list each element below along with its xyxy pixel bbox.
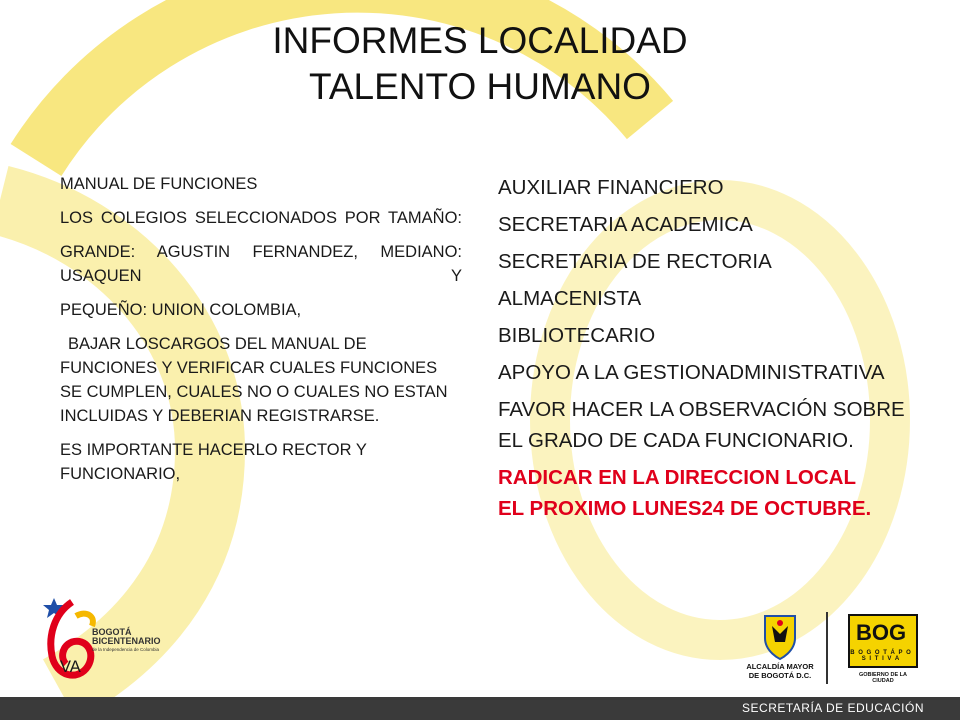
left-text-column — [60, 172, 462, 496]
right-text-column — [498, 172, 918, 530]
title-line2: TALENTO HUMANO — [309, 66, 651, 107]
right-paragraph: SECRETARIA DE RECTORIA — [498, 250, 772, 273]
alcaldia-text — [735, 662, 825, 680]
alcaldia-line2: DE BOGOTÁ D.C. — [748, 671, 812, 680]
bicentenario-title — [92, 628, 161, 646]
highlight-line1: RADICAR EN LA DIRECCION LOCAL — [498, 466, 856, 489]
bicentenario-subtitle: de la Independencia de Colombia — [92, 647, 160, 652]
va-label: VA — [60, 658, 81, 676]
highlight-note — [498, 462, 918, 524]
right-paragraph: APOYO A LA GESTIONADMINISTRATIVA — [498, 361, 885, 384]
right-paragraph: SECRETARIA ACADEMICA — [498, 213, 753, 236]
left-paragraph: BAJAR LOSCARGOS DEL MANUAL DE FUNCIONES Y VERIFICAR CUALES FUNCIONES SE CUMPLEN, CUALES NO O CUALES NO ESTAN INCLUIDAS Y DEBERIAN REGISTRARSE. — [60, 335, 448, 425]
left-paragraph: GRANDE: AGUSTIN FERNANDEZ, MEDIANO: USAQUEN Y — [60, 243, 462, 285]
bicentenario-line1: BOGOTÁ — [92, 627, 132, 637]
right-paragraph: ALMACENISTA — [498, 287, 642, 310]
left-paragraph: LOS COLEGIOS SELECCIONADOS POR TAMAÑO: — [60, 209, 462, 227]
highlight-line2: EL PROXIMO LUNES24 DE OCTUBRE. — [498, 497, 872, 520]
logo-divider — [826, 612, 828, 684]
bogota-positiva-sub: B O G O T Á P O S I T I V A — [850, 650, 912, 662]
left-paragraph: ES IMPORTANTE HACERLO RECTOR Y FUNCIONARIO, — [60, 441, 367, 483]
bogota-positiva-word: BOG — [855, 620, 907, 645]
coat-of-arms-icon — [735, 612, 825, 662]
bicentenario-line2: BICENTENARIO — [92, 636, 161, 646]
right-paragraph: AUXILIAR FINANCIERO — [498, 176, 724, 199]
left-paragraph: PEQUEÑO: UNION COLOMBIA, — [60, 301, 302, 319]
bogota-positiva-caption: GOBIERNO DE LA CIUDAD — [859, 672, 907, 684]
title-line1: INFORMES LOCALIDAD — [272, 20, 688, 61]
alcaldia-line1: ALCALDÍA MAYOR — [746, 662, 814, 671]
slide-title — [0, 18, 960, 110]
right-paragraph: FAVOR HACER LA OBSERVACIÓN SOBRE EL GRADO DE CADA FUNCIONARIO. — [498, 398, 905, 452]
footer-bar — [0, 697, 960, 720]
bogota-positiva-logo — [848, 614, 918, 686]
left-paragraph: MANUAL DE FUNCIONES — [60, 175, 258, 193]
alcaldia-logo — [735, 612, 825, 687]
right-paragraph: BIBLIOTECARIO — [498, 324, 656, 347]
footer-text: SECRETARÍA DE EDUCACIÓN — [742, 701, 924, 715]
